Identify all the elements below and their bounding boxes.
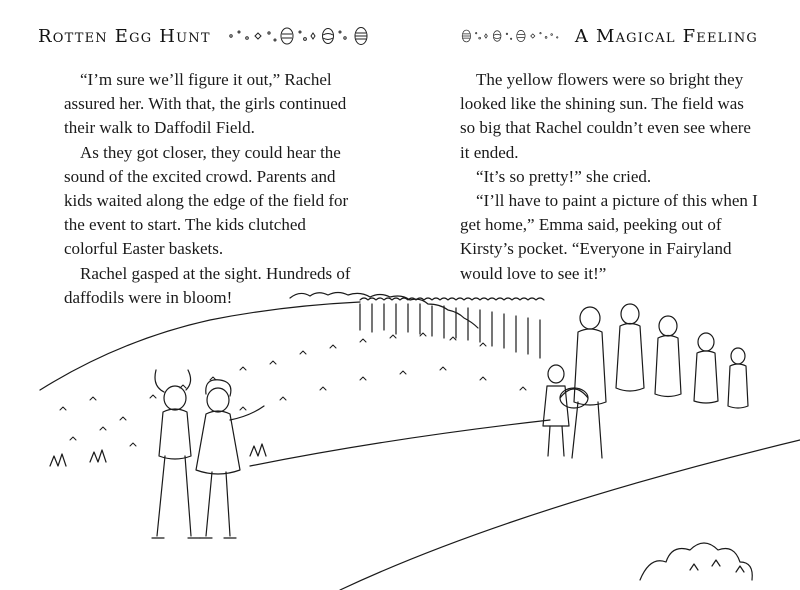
left-running-title: Rotten Egg Hunt	[38, 25, 211, 47]
paragraph: As they got closer, they could hear the sound of the excited crowd. Parents and kids waited along the edge of the field for the event to start. The kids clutched colorful Easter baskets.	[64, 142, 349, 259]
paragraph: “I’ll have to paint a picture of this when I get home,” Emma said, peeking out of Kirsty’s pocket. “Everyone in Fairyland would love to see it!”	[460, 191, 758, 283]
egg-ornament-left	[225, 23, 375, 49]
paragraph: The yellow flowers were so bright they looked like the shining sun. The field was so big that Rachel couldn’t even see where it ended.	[460, 70, 751, 162]
paragraph: “I’m sure we’ll figure it out,” Rachel assured her. With that, the girls continued their walk to Daffodil Field.	[64, 70, 347, 138]
paragraph: Rachel gasped at the sight. Hundreds of daffodils were in bloom!	[64, 263, 351, 307]
paragraph: “It’s so pretty!” she cried.	[476, 166, 652, 186]
right-running-title: A Magical Feeling	[574, 25, 758, 47]
left-running-header	[38, 18, 378, 54]
right-page-text	[460, 68, 760, 286]
egg-ornament-right	[458, 23, 563, 49]
daffodil-field-illustration	[0, 270, 800, 590]
right-running-header	[458, 18, 758, 54]
